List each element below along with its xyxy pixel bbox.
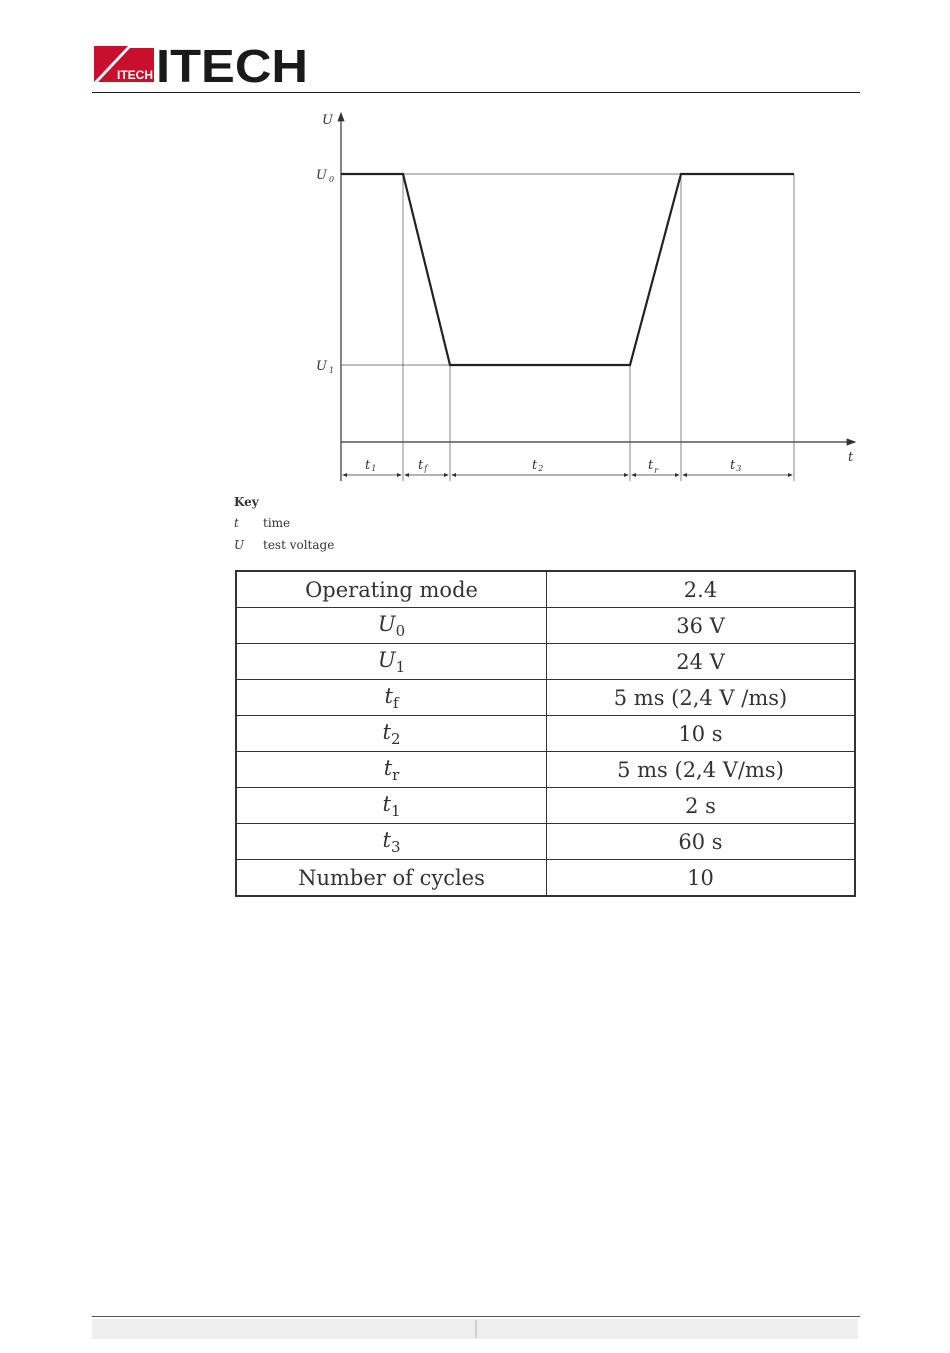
param-cell: Number of cycles (236, 860, 547, 897)
param-cell (236, 680, 547, 716)
u0-level-label: U $_0$ (316, 168, 335, 184)
param-cell: Operating mode (236, 571, 547, 608)
table-row (236, 716, 855, 752)
key-description: time (263, 516, 291, 530)
param-subscript: f (392, 693, 399, 712)
value-cell: 5 ms (2,4 V/ms) (547, 752, 856, 788)
param-subscript: 1 (395, 657, 406, 676)
param-symbol: t (382, 719, 391, 744)
table-row (236, 644, 855, 680)
interval-label-tr: $t_r$ (648, 458, 659, 475)
key-symbol: t (234, 516, 239, 530)
interval-label-t2: t2 (532, 458, 544, 473)
param-symbol: t (382, 827, 391, 852)
param-symbol: U (377, 611, 396, 636)
param-cell (236, 752, 547, 788)
param-cell (236, 644, 547, 680)
voltage-profile-figure (300, 105, 870, 490)
value-cell: 2 s (547, 788, 856, 824)
interval-label-t3: t3 (730, 458, 742, 473)
footer-separator (475, 1320, 477, 1338)
y-axis-label: U (322, 113, 333, 128)
x-axis-label: t (848, 450, 854, 465)
value-cell: 60 s (547, 824, 856, 860)
param-symbol: t (382, 791, 391, 816)
value-cell: 5 ms (2,4 V /ms) (547, 680, 856, 716)
param-cell (236, 788, 547, 824)
footer-divider (92, 1316, 860, 1317)
table-row (236, 788, 855, 824)
param-cell (236, 824, 547, 860)
interval-label-t1: t1 (365, 458, 377, 473)
logo-badge-text: ITECH (117, 68, 153, 82)
value-cell: 24 V (547, 644, 856, 680)
table-row (236, 752, 855, 788)
header-divider (92, 92, 860, 93)
test-parameter-table (235, 570, 856, 897)
param-subscript: 1 (390, 801, 401, 820)
key-item (234, 534, 534, 556)
param-symbol: t (384, 683, 393, 708)
table-row (236, 608, 855, 644)
param-cell (236, 716, 547, 752)
voltage-waveform (341, 174, 794, 365)
param-subscript: r (392, 765, 400, 784)
value-cell: 10 (547, 860, 856, 897)
table-row (236, 680, 855, 716)
value-cell: 36 V (547, 608, 856, 644)
param-subscript: 3 (390, 837, 401, 856)
key-symbol: U (234, 538, 245, 552)
param-subscript: 0 (395, 621, 406, 640)
param-cell (236, 608, 547, 644)
param-symbol: U (377, 647, 396, 672)
param-subscript: 2 (390, 729, 401, 748)
table-row (236, 571, 855, 608)
table-row (236, 824, 855, 860)
key-item (234, 512, 534, 534)
logo-wordmark: ITECH (156, 42, 308, 88)
figure-key (234, 492, 534, 556)
param-symbol: t (383, 755, 393, 780)
key-description: test voltage (263, 538, 335, 552)
itech-logo (92, 42, 312, 88)
value-cell: 2.4 (547, 571, 856, 608)
value-cell: 10 s (547, 716, 856, 752)
interval-label-tf: tf (418, 458, 428, 473)
key-title: Key (234, 495, 259, 509)
voltage-profile-svg (300, 105, 870, 490)
u1-level-label: U $_1$ (316, 359, 335, 375)
table-row (236, 860, 855, 897)
page-header (92, 42, 860, 94)
